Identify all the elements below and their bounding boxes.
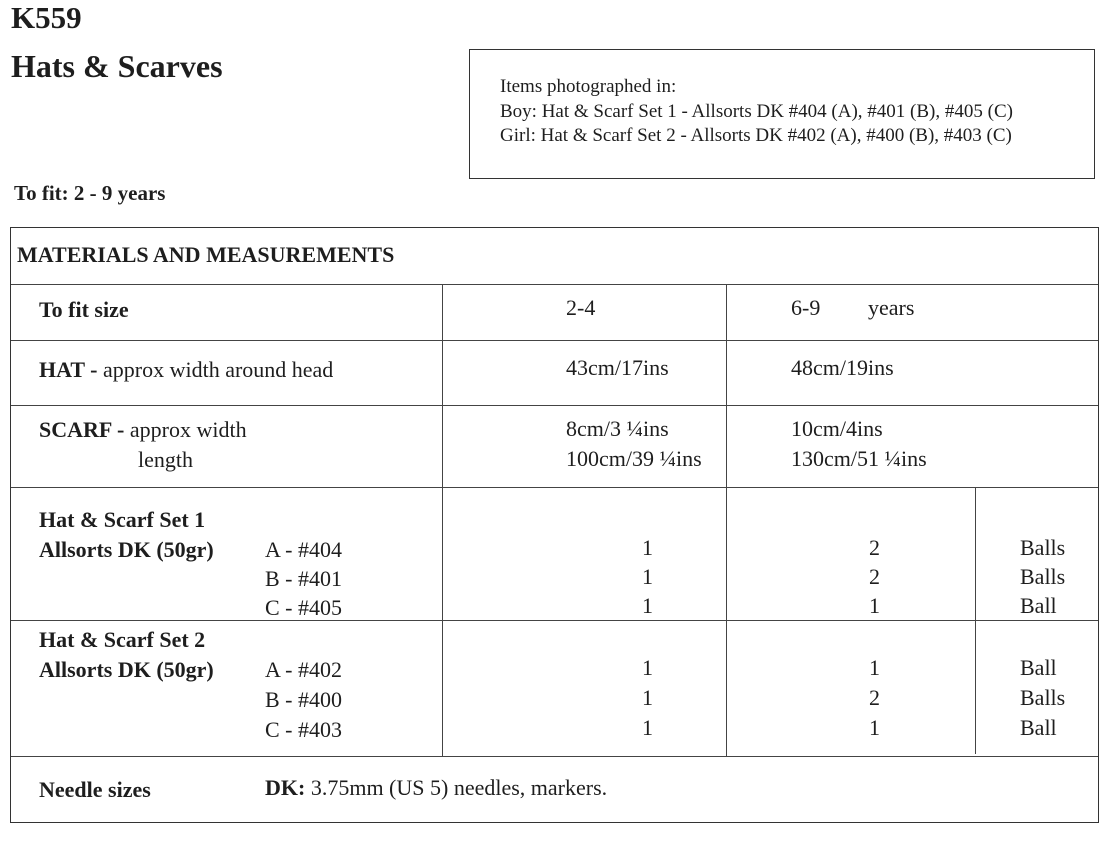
set2-qty-small: 1 — [642, 715, 653, 740]
size-label: To fit size — [39, 297, 129, 322]
set1-unit: Balls — [1020, 564, 1066, 589]
set1-qty-small: 1 — [642, 564, 653, 589]
table-rule — [11, 620, 1098, 621]
hat-width-small: 43cm/17ins — [566, 355, 669, 380]
photographed-in-heading: Items photographed in: — [500, 76, 677, 97]
set2-unit: Ball — [1020, 655, 1057, 680]
photographed-boy-line: Boy: Hat & Scarf Set 1 - Allsorts DK #404 (A), #401 (B), #405 (C) — [500, 101, 1013, 122]
hat-label-bold: HAT - — [39, 357, 98, 382]
scarf-label — [39, 417, 247, 443]
set1-qty-large: 2 — [869, 535, 880, 560]
pattern-code: K559 — [11, 0, 82, 35]
set1-qty-large: 2 — [869, 564, 880, 589]
scarf-width-small: 8cm/3 ¼ins — [566, 416, 669, 441]
table-rule — [11, 756, 1098, 757]
set2-qty-large: 2 — [869, 685, 880, 710]
hat-label-text: approx width around head — [102, 357, 334, 382]
set1-qty-large: 1 — [869, 593, 880, 618]
set2-colour-code: A - #402 — [265, 657, 342, 682]
photographed-girl-line: Girl: Hat & Scarf Set 2 - Allsorts DK #402 (A), #400 (B), #403 (C) — [500, 125, 1012, 146]
pattern-title: Hats & Scarves — [11, 48, 223, 84]
hat-label — [39, 357, 333, 383]
set2-colour-code: C - #403 — [265, 717, 342, 742]
needle-description: 3.75mm (US 5) needles, markers. — [310, 775, 608, 800]
set1-unit: Ball — [1020, 593, 1057, 618]
scarf-label-bold: SCARF - — [39, 417, 125, 442]
set1-qty-small: 1 — [642, 535, 653, 560]
scarf-width-large: 10cm/4ins — [791, 416, 883, 441]
table-column-rule — [726, 284, 727, 756]
materials-table — [10, 227, 1099, 823]
size-small: 2-4 — [566, 295, 596, 320]
scarf-label-text: approx width — [129, 417, 247, 442]
set1-colour-code: B - #401 — [265, 566, 342, 591]
needle-yarn-type: DK: — [265, 775, 306, 800]
size-large: 6-9 — [791, 295, 821, 320]
set2-unit: Balls — [1020, 685, 1066, 710]
table-rule — [11, 405, 1098, 406]
set1-qty-small: 1 — [642, 593, 653, 618]
set2-name: Hat & Scarf Set 2 — [39, 627, 206, 652]
set2-qty-small: 1 — [642, 685, 653, 710]
table-rule — [11, 284, 1098, 285]
scarf-length-large: 130cm/51 ¼ins — [791, 446, 927, 471]
table-rule — [11, 340, 1098, 341]
set2-unit: Ball — [1020, 715, 1057, 740]
set2-colour-code: B - #400 — [265, 687, 342, 712]
scarf-length-small: 100cm/39 ¼ins — [566, 446, 702, 471]
set2-qty-small: 1 — [642, 655, 653, 680]
table-heading: MATERIALS AND MEASUREMENTS — [17, 242, 395, 267]
set1-yarn: Allsorts DK (50gr) — [39, 537, 214, 562]
scarf-length-label: length — [138, 447, 193, 472]
set2-yarn: Allsorts DK (50gr) — [39, 657, 214, 682]
to-fit-range: To fit: 2 - 9 years — [14, 181, 166, 205]
table-column-rule — [975, 487, 976, 754]
size-unit: years — [868, 295, 915, 320]
set1-colour-code: A - #404 — [265, 537, 342, 562]
set1-unit: Balls — [1020, 535, 1066, 560]
needle-sizes-label: Needle sizes — [39, 777, 151, 802]
table-rule — [11, 487, 1098, 488]
needle-sizes-value — [265, 775, 607, 801]
set1-colour-code: C - #405 — [265, 595, 342, 620]
set1-name: Hat & Scarf Set 1 — [39, 507, 206, 532]
hat-width-large: 48cm/19ins — [791, 355, 894, 380]
set2-qty-large: 1 — [869, 655, 880, 680]
set2-qty-large: 1 — [869, 715, 880, 740]
table-column-rule — [442, 284, 443, 756]
